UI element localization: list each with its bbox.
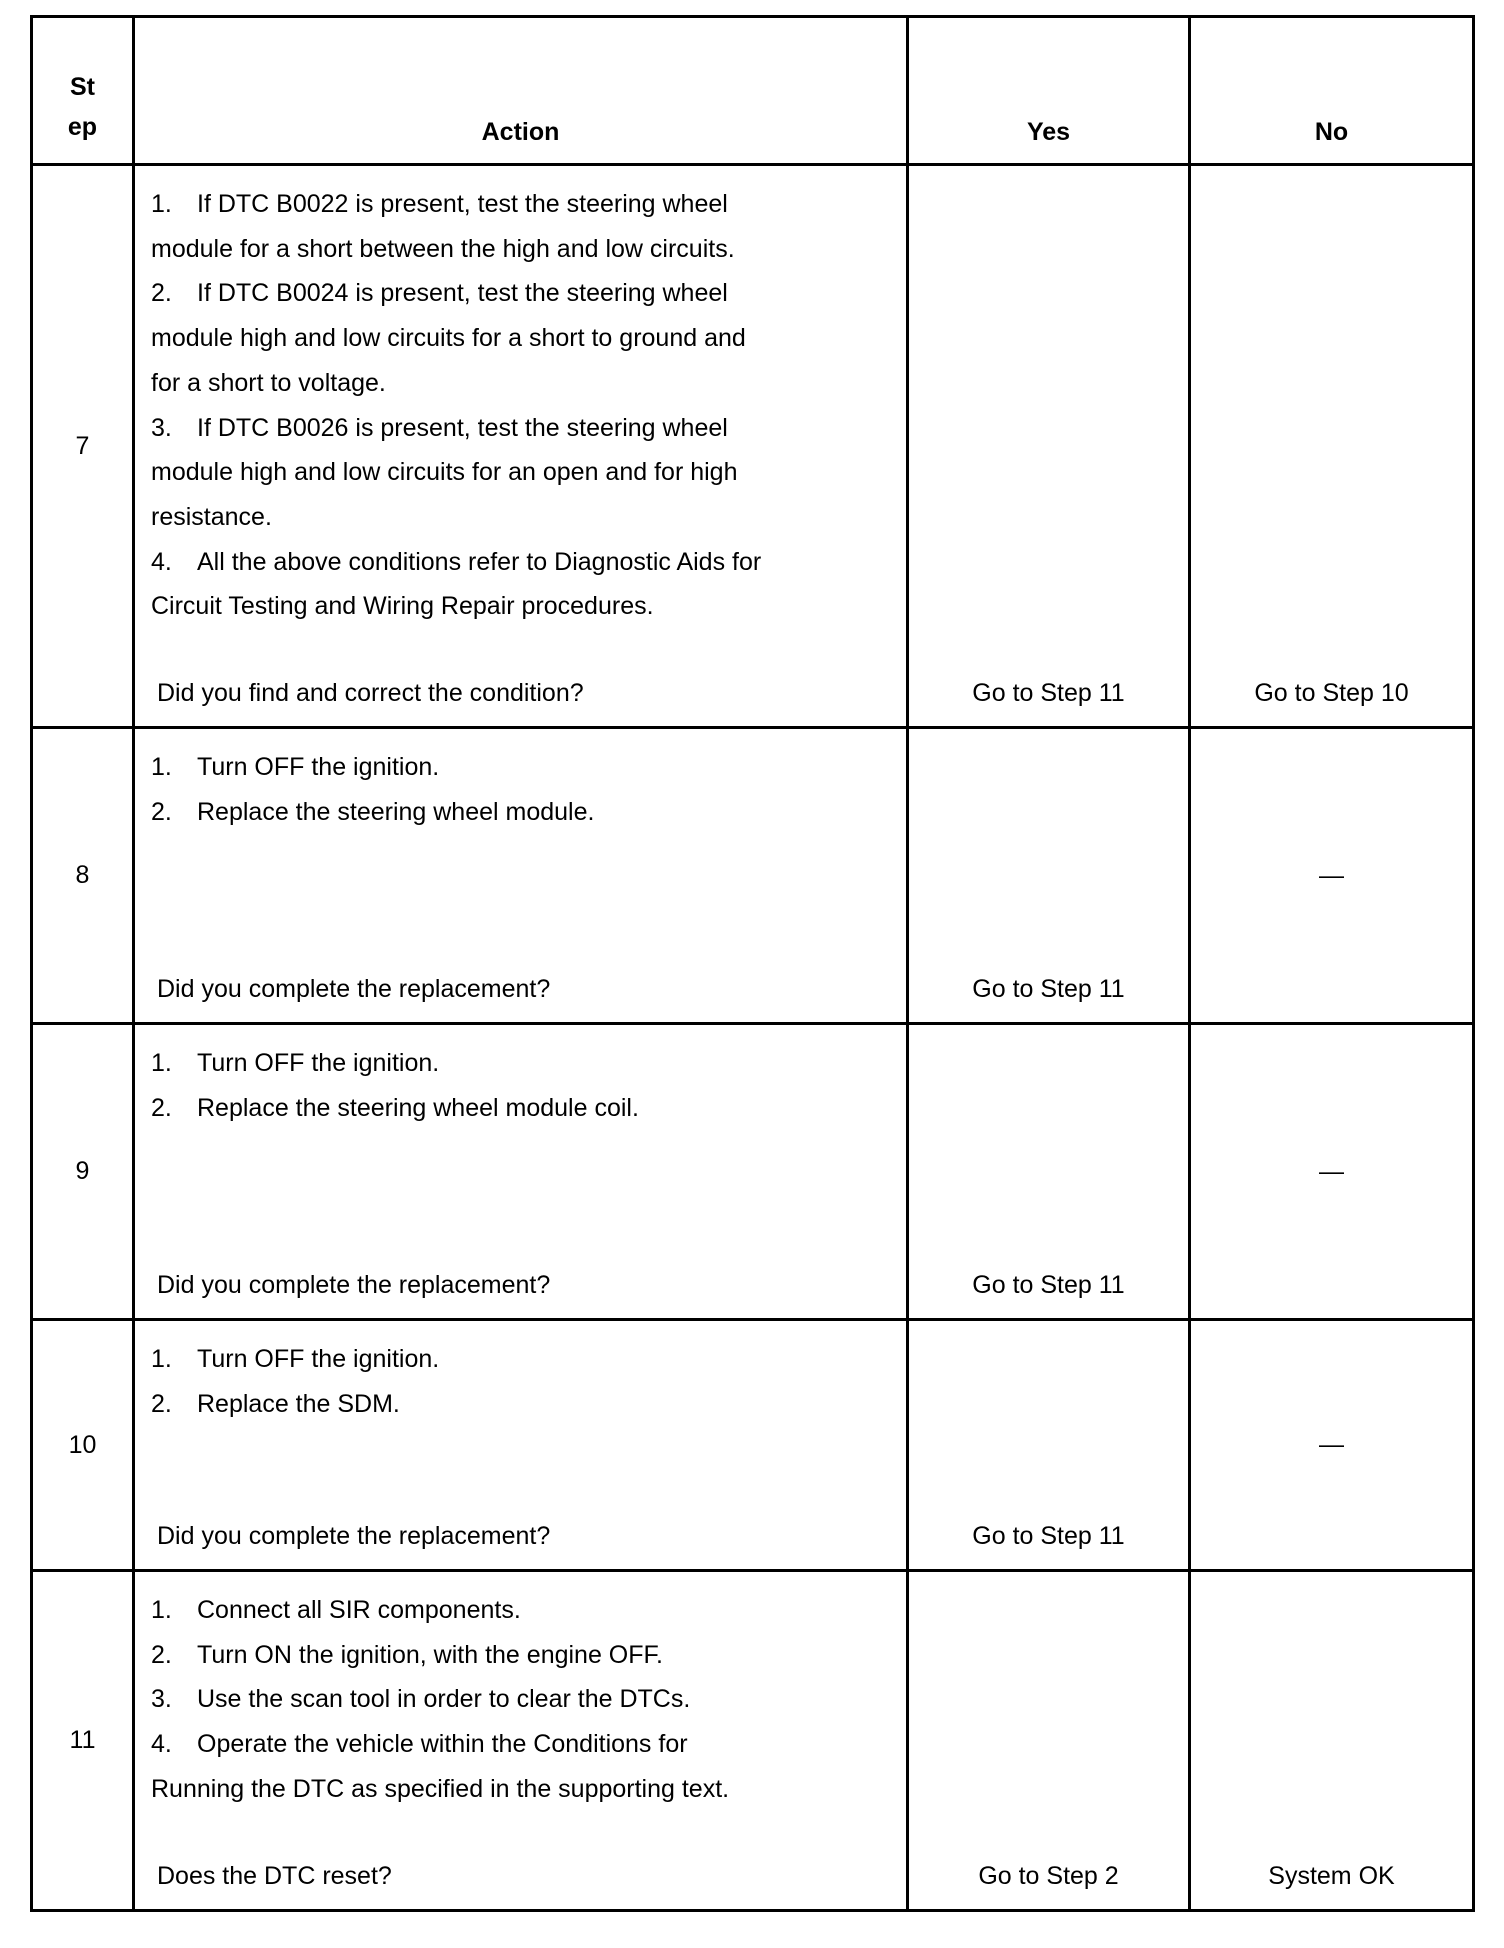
yes-cell	[908, 728, 1190, 1024]
action-text: Turn ON the ignition, with the engine OFF.	[197, 1640, 663, 1669]
diagnostic-table	[30, 15, 1475, 1912]
action-text: Turn OFF the ignition.	[197, 1049, 440, 1077]
action-line	[151, 495, 896, 540]
step-num: 1.	[151, 190, 172, 218]
action-line	[151, 182, 896, 227]
action-line	[151, 450, 896, 495]
step-num: 1.	[151, 1596, 172, 1624]
no-cell	[1190, 1571, 1474, 1911]
table-row	[32, 1320, 1474, 1571]
yes-header: Yes	[908, 17, 1190, 165]
table-row	[32, 1571, 1474, 1911]
action-steps	[135, 166, 906, 629]
no-dash: —	[1319, 1430, 1344, 1459]
action-text: resistance.	[151, 502, 272, 531]
action-text: Turn OFF the ignition.	[197, 1345, 440, 1373]
action-line	[151, 316, 896, 361]
action-line	[151, 1722, 896, 1767]
action-line	[151, 1041, 896, 1086]
no-dash: —	[1319, 861, 1344, 889]
question-text: Does the DTC reset?	[157, 1862, 392, 1890]
step-header-line-1: St	[70, 73, 95, 101]
yes-goto: Go to Step 11	[972, 1271, 1125, 1299]
yes-goto: Go to Step 11	[972, 1522, 1125, 1550]
action-text: for a short to voltage.	[151, 368, 386, 397]
action-line	[151, 227, 896, 272]
step-number: 9	[32, 1024, 134, 1320]
yes-goto: Go to Step 11	[972, 679, 1125, 707]
table-row	[32, 1024, 1474, 1320]
table-row	[32, 728, 1474, 1024]
no-dash: —	[1319, 1157, 1344, 1185]
action-cell	[134, 165, 908, 728]
header-row	[32, 17, 1474, 165]
action-text: Turn OFF the ignition.	[197, 753, 440, 781]
no-cell	[1190, 165, 1474, 728]
action-header: Action	[134, 17, 908, 165]
question-text: Did you complete the replacement?	[157, 1271, 551, 1299]
step-num: 3.	[151, 1685, 172, 1714]
action-steps	[135, 729, 906, 834]
action-text: Replace the steering wheel module.	[197, 797, 595, 826]
step-number: 7	[32, 165, 134, 728]
action-text: If DTC B0024 is present, test the steering wheel	[197, 279, 728, 308]
yes-cell	[908, 1320, 1190, 1571]
action-text: Connect all SIR components.	[197, 1596, 521, 1624]
action-line	[151, 1337, 896, 1382]
action-text: module high and low circuits for an open and for high	[151, 458, 738, 487]
action-line	[151, 1767, 896, 1812]
step-num: 2.	[151, 797, 172, 826]
action-line	[151, 584, 896, 629]
step-header-line-2: ep	[67, 113, 98, 141]
yes-cell	[908, 1571, 1190, 1911]
action-line	[151, 790, 896, 835]
step-num: 3.	[151, 413, 172, 442]
action-steps	[135, 1321, 906, 1426]
no-cell	[1190, 1320, 1474, 1571]
action-text: All the above conditions refer to Diagnostic Aids for	[197, 547, 762, 576]
step-num: 1.	[151, 1345, 172, 1373]
action-line	[151, 540, 896, 585]
action-cell	[134, 1571, 908, 1911]
action-cell	[134, 1024, 908, 1320]
question-text: Did you complete the replacement?	[157, 975, 551, 1003]
step-num: 2.	[151, 279, 172, 308]
step-number: 10	[32, 1320, 134, 1571]
action-text: Replace the SDM.	[197, 1389, 400, 1418]
action-text: If DTC B0026 is present, test the steering wheel	[197, 413, 728, 442]
action-line	[151, 406, 896, 451]
step-number: 8	[32, 728, 134, 1024]
action-line	[151, 1588, 896, 1633]
action-line	[151, 1633, 896, 1678]
action-text: module for a short between the high and low circuits.	[151, 234, 735, 263]
step-number: 11	[32, 1571, 134, 1911]
no-cell	[1190, 1024, 1474, 1320]
action-line	[151, 361, 896, 406]
action-cell	[134, 728, 908, 1024]
step-num: 1.	[151, 1049, 172, 1077]
action-line	[151, 1677, 896, 1722]
action-text: module high and low circuits for a short to ground and	[151, 324, 746, 353]
action-line	[151, 271, 896, 316]
action-line	[151, 745, 896, 790]
step-header	[32, 17, 134, 165]
action-text: Use the scan tool in order to clear the DTCs.	[197, 1685, 691, 1714]
no-header: No	[1190, 17, 1474, 165]
action-line	[151, 1382, 896, 1427]
action-text: Running the DTC as specified in the supporting text.	[151, 1774, 730, 1803]
table-row	[32, 165, 1474, 728]
action-text: Replace the steering wheel module coil.	[197, 1093, 639, 1122]
action-cell	[134, 1320, 908, 1571]
step-num: 4.	[151, 547, 172, 576]
action-steps	[135, 1025, 906, 1130]
step-num: 2.	[151, 1093, 172, 1122]
yes-cell	[908, 165, 1190, 728]
action-steps	[135, 1572, 906, 1812]
question-text: Did you find and correct the condition?	[157, 679, 584, 707]
yes-goto: Go to Step 2	[978, 1862, 1119, 1890]
step-num: 4.	[151, 1730, 172, 1759]
no-goto: Go to Step 10	[1254, 679, 1409, 707]
action-text: If DTC B0022 is present, test the steering wheel	[197, 190, 728, 218]
action-text: Circuit Testing and Wiring Repair procedures.	[151, 592, 654, 621]
step-num: 2.	[151, 1640, 172, 1669]
action-text: Operate the vehicle within the Conditions for	[197, 1730, 688, 1759]
yes-cell	[908, 1024, 1190, 1320]
no-goto: System OK	[1268, 1862, 1395, 1890]
action-line	[151, 1086, 896, 1131]
step-num: 1.	[151, 753, 172, 781]
no-cell	[1190, 728, 1474, 1024]
yes-goto: Go to Step 11	[972, 975, 1125, 1003]
question-text: Did you complete the replacement?	[157, 1522, 551, 1550]
step-num: 2.	[151, 1389, 172, 1418]
